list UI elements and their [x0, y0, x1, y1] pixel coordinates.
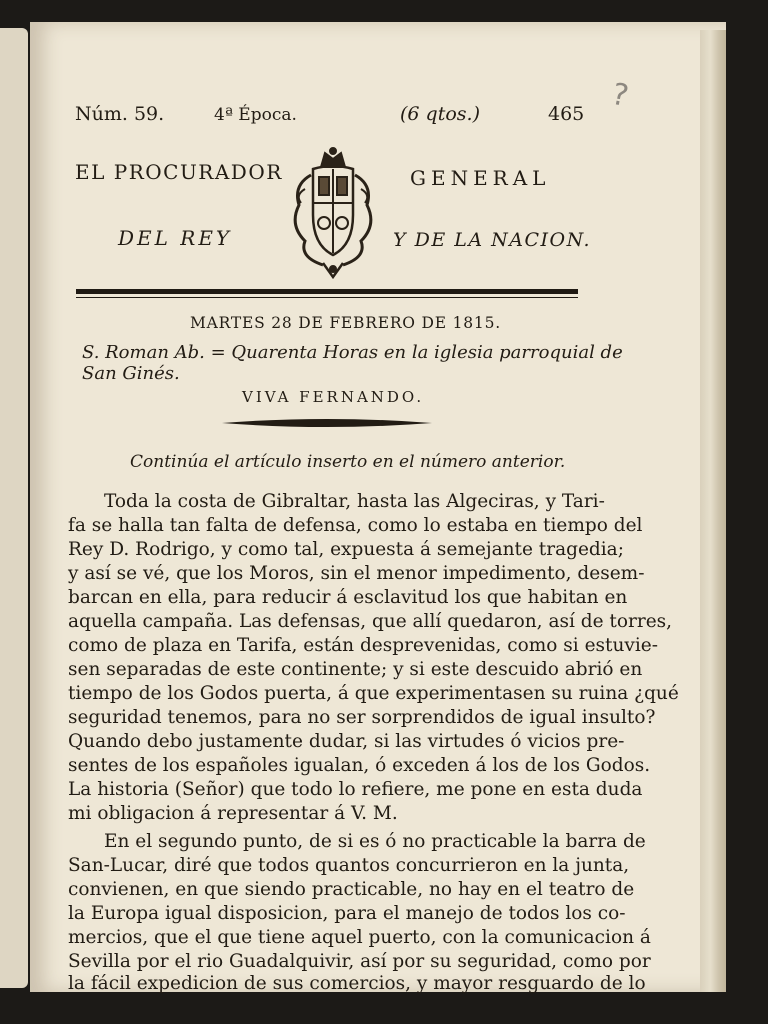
- facing-page-edge: [0, 28, 28, 988]
- body-line: Sevilla por el rio Guadalquivir, así por su seguridad, como por: [68, 951, 651, 972]
- body-line: En el segundo punto, de si es ó no practicable la barra de: [104, 831, 646, 852]
- ornamental-divider: [222, 417, 432, 429]
- pencil-mark: ?: [608, 76, 632, 115]
- body-line: mi obligacion á representar á V. M.: [68, 803, 398, 824]
- body-line: barcan en ella, para reducir á esclavitud los que habitan en: [68, 587, 628, 608]
- page-number: 465: [548, 103, 585, 125]
- masthead-title-right: GENERAL: [410, 166, 551, 190]
- saint-day-line-1: S. Roman Ab. = Quarenta Horas en la iglesia parroquial de: [82, 342, 623, 363]
- masthead-title-left: EL PROCURADOR: [75, 160, 283, 184]
- page-stack-edge: [700, 30, 726, 992]
- motto: VIVA FERNANDO.: [242, 388, 425, 406]
- masthead-subtitle-left: DEL REY: [118, 226, 233, 250]
- masthead-subtitle-right: Y DE LA NACION.: [393, 229, 592, 251]
- price-label: (6 qtos.): [400, 103, 480, 125]
- body-line: La historia (Señor) que todo lo refiere, me pone en esta duda: [68, 779, 643, 800]
- royal-coat-of-arms-icon: [283, 145, 383, 280]
- body-line: aquella campaña. Las defensas, que allí quedaron, así de torres,: [68, 611, 673, 632]
- body-line: sen separadas de este continente; y si este descuido abrió en: [68, 659, 643, 680]
- body-line: fa se halla tan falta de defensa, como lo estaba en tiempo del: [68, 515, 643, 536]
- article-heading: Continúa el artículo inserto en el número anterior.: [130, 452, 566, 472]
- body-line: sentes de los españoles igualan, ó exceden á los de los Godos.: [68, 755, 651, 776]
- body-line: como de plaza en Tarifa, están desprevenidas, como si estuvie-: [68, 635, 658, 656]
- body-line: Toda la costa de Gibraltar, hasta las Algeciras, y Tari-: [104, 491, 605, 512]
- body-line: mercios, que el que tiene aquel puerto, con la comunicacion á: [68, 927, 651, 948]
- epoch-label: 4ª Época.: [214, 105, 297, 125]
- masthead-rule-thick: [76, 289, 578, 294]
- issue-number: Núm. 59.: [75, 103, 165, 125]
- body-line: San-Lucar, diré que todos quantos concurrieron en la junta,: [68, 855, 630, 876]
- body-line: tiempo de los Godos puerta, á que experimentasen su ruina ¿qué: [68, 683, 679, 704]
- body-line: convienen, en que siendo practicable, no hay en el teatro de: [68, 879, 635, 900]
- body-line: y así se vé, que los Moros, sin el menor impedimento, desem-: [68, 563, 645, 584]
- body-line: Quando debo justamente dudar, si las virtudes ó vicios pre-: [68, 731, 625, 752]
- body-line: Rey D. Rodrigo, y como tal, expuesta á semejante tragedia;: [68, 539, 624, 560]
- masthead-rule-thin: [76, 297, 578, 298]
- body-line: seguridad tenemos, para no ser sorprendidos de igual insulto?: [68, 707, 656, 728]
- body-line: la fácil expedicion de sus comercios, y mayor resguardo de lo: [68, 973, 646, 994]
- saint-day-line-2: San Ginés.: [82, 363, 180, 384]
- body-line: la Europa igual disposicion, para el manejo de todos los co-: [68, 903, 626, 924]
- dateline: MARTES 28 DE FEBRERO DE 1815.: [190, 314, 501, 332]
